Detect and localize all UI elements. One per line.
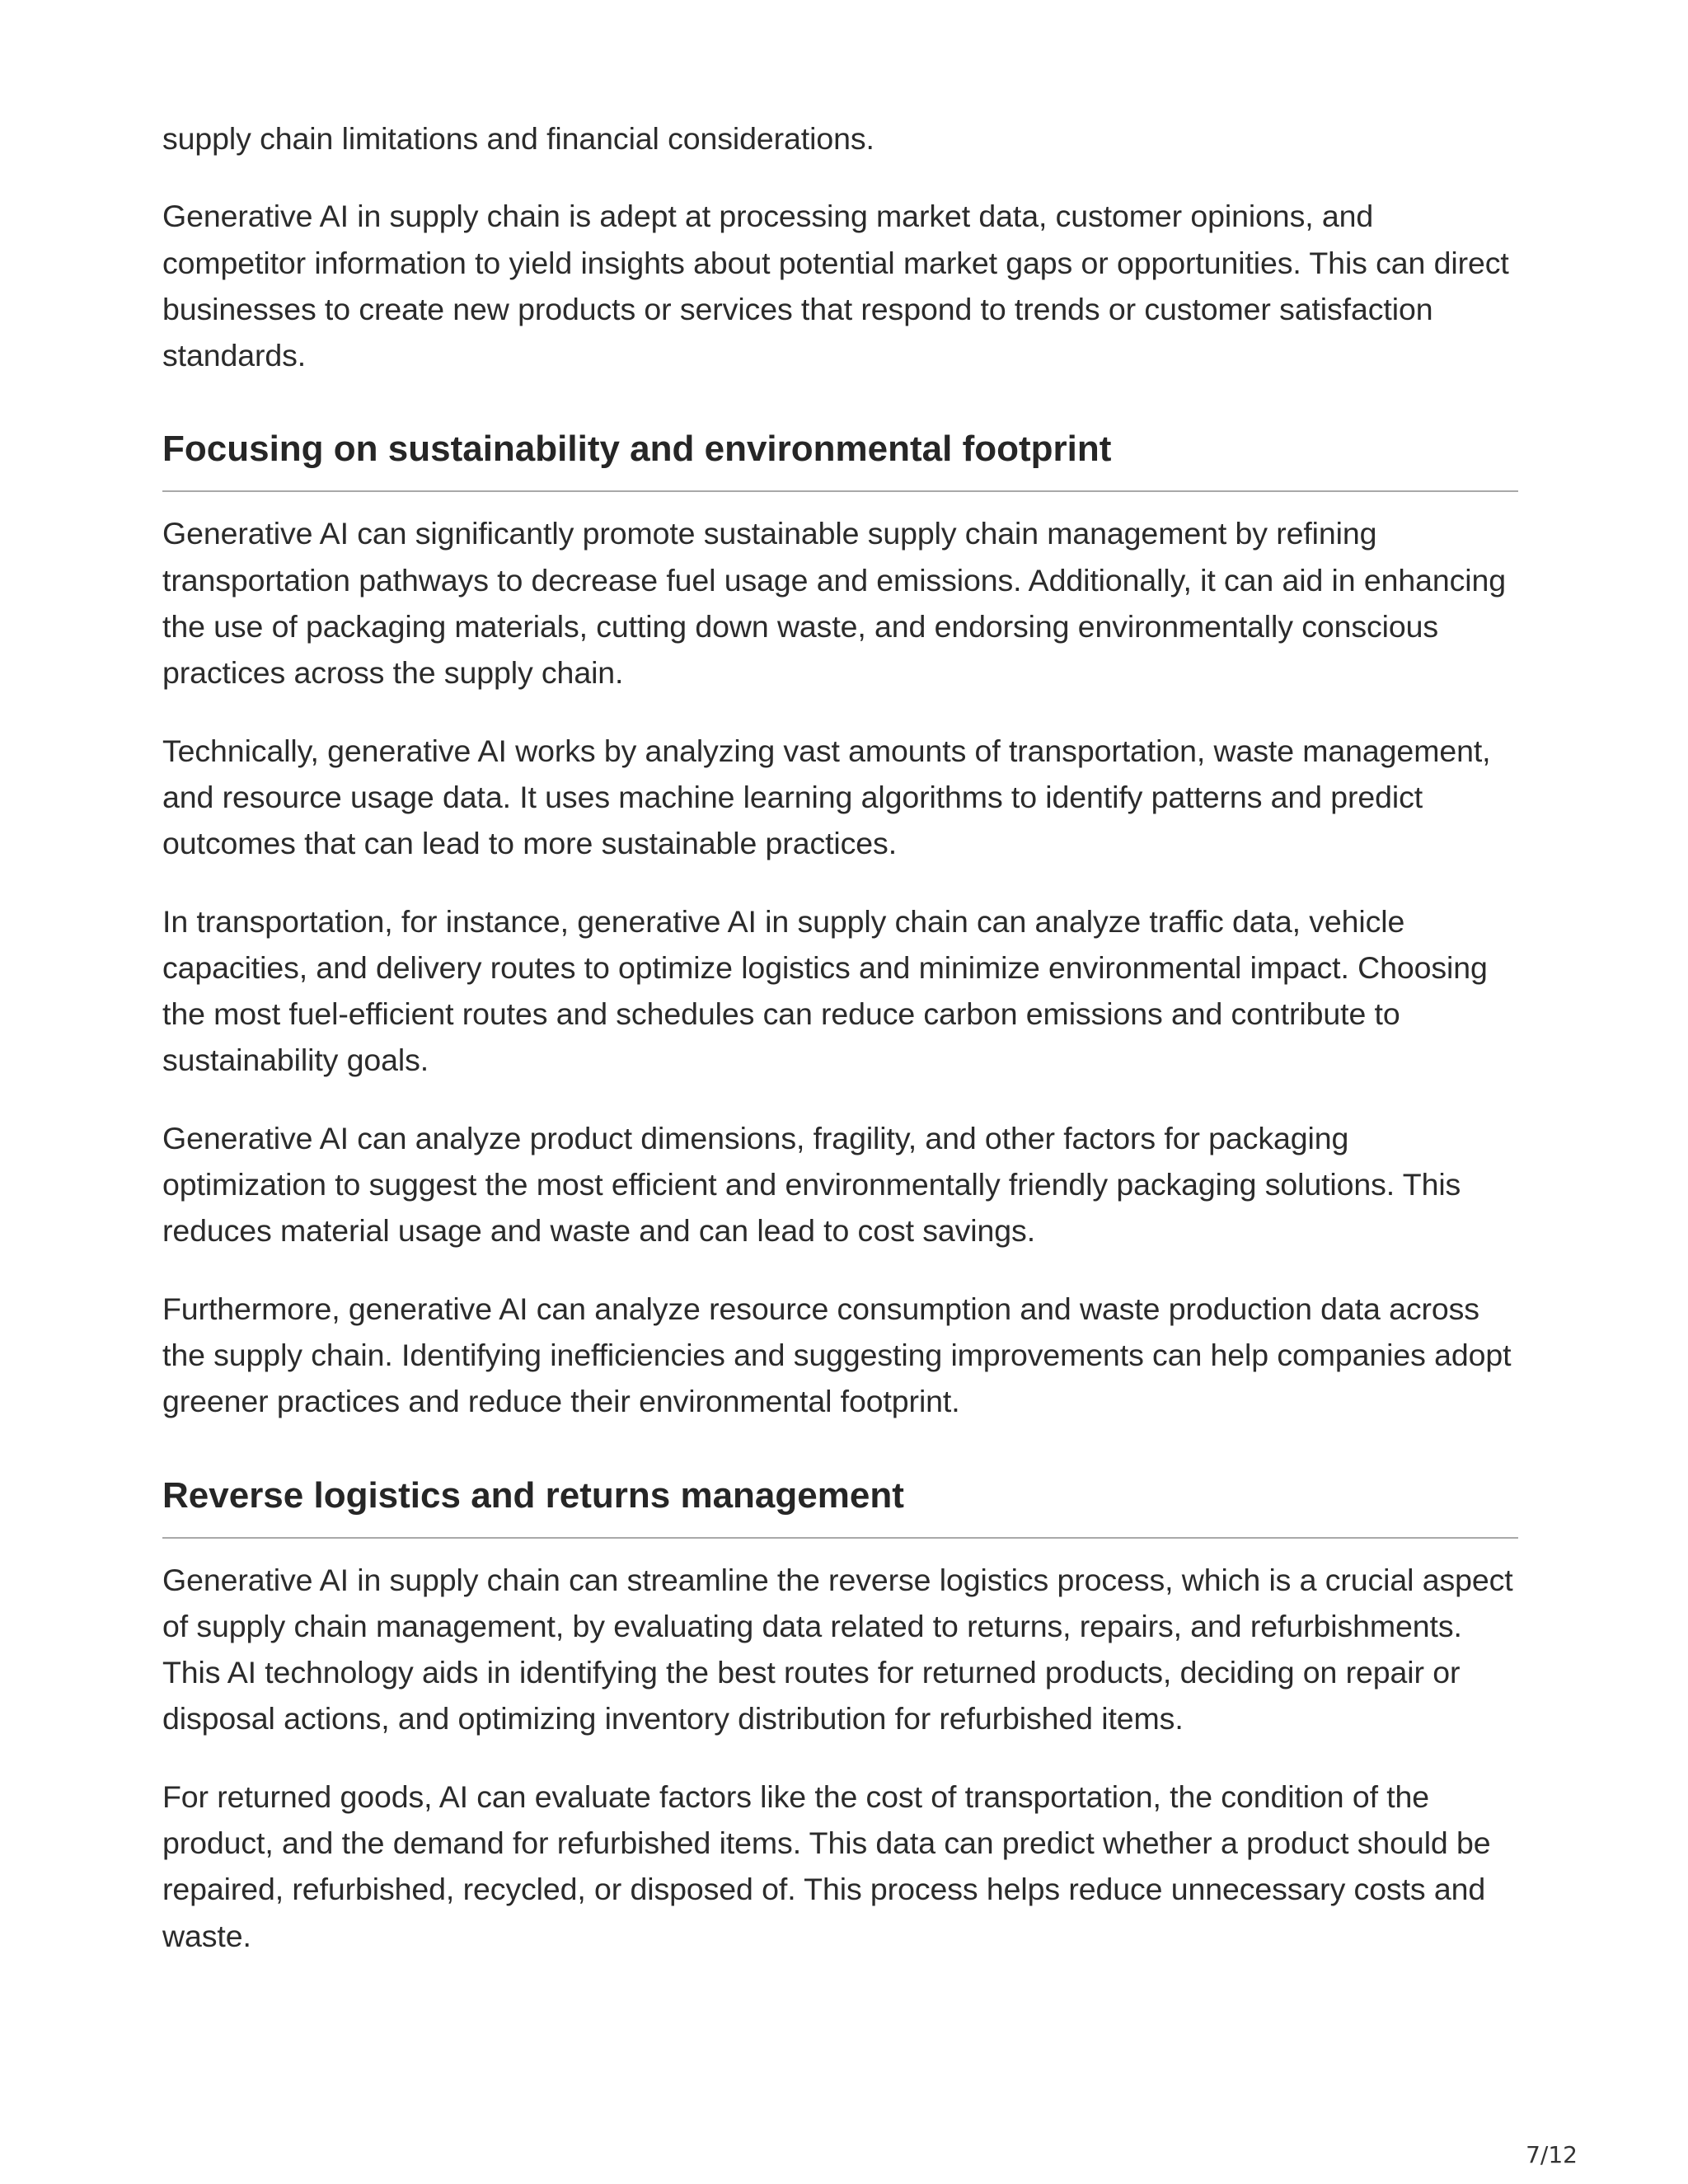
page-number: 7/12 xyxy=(1526,2141,1578,2168)
document-body xyxy=(162,115,1518,1990)
section-heading-sustainability: Focusing on sustainability and environmental footprint xyxy=(162,426,1518,492)
section-heading-reverse-logistics: Reverse logistics and returns management xyxy=(162,1473,1518,1539)
paragraph-reverse-logistics: Generative AI in supply chain can streamline the reverse logistics process, which is a crucial aspect of supply chain management, by evaluating data related to returns, repairs, and refurbishments. This AI technology aids in identifying the best routes for returned products, deciding on repair or disposal actions, and optimizing inventory distribution for refurbished items. xyxy=(162,1562,1513,1736)
paragraph-resource-consumption: Furthermore, generative AI can analyze resource consumption and waste production data across the supply chain. Identifying inefficiencies and suggesting improvements can help companies adopt greener practices and reduce their environmental footprint. xyxy=(162,1291,1512,1419)
paragraph-sustainability-intro: Generative AI can significantly promote sustainable supply chain management by refining transportation pathways to decrease fuel usage and emissions. Additionally, it can aid in enhancing the use of packaging materials, cutting down waste, and endorsing environmentally conscious practices across the supply chain. xyxy=(162,516,1507,691)
paragraph-packaging: Generative AI can analyze product dimensions, fragility, and other factors for packaging optimization to suggest the most efficient and environmentally friendly packaging solutions. This reduces material usage and waste and can lead to cost savings. xyxy=(162,1120,1461,1249)
paragraph-transportation: In transportation, for instance, generative AI in supply chain can analyze traffic data, vehicle capacities, and delivery routes to optimize logistics and minimize environmental impact. Choosing the most fuel-efficient routes and schedules can reduce carbon emissions and contribute to sustainability goals. xyxy=(162,903,1488,1078)
paragraph-returned-goods: For returned goods, AI can evaluate factors like the cost of transportation, the condition of the product, and the demand for refurbished items. This data can predict whether a product should be repaired, refurbished, recycled, or disposed of. This process helps reduce unnecessary costs and waste. xyxy=(162,1779,1491,1953)
paragraph-market-insights: Generative AI in supply chain is adept at processing market data, customer opinions, and competitor information to yield insights about potential market gaps or opportunities. This can direct businesses to create new products or services that respond to trends or customer satisfaction standards. xyxy=(162,199,1509,373)
paragraph-continuation: supply chain limitations and financial considerations. xyxy=(162,121,874,156)
paragraph-technical: Technically, generative AI works by analyzing vast amounts of transportation, waste management, and resource usage data. It uses machine learning algorithms to identify patterns and predict outcomes that can lead to more sustainable practices. xyxy=(162,733,1491,861)
